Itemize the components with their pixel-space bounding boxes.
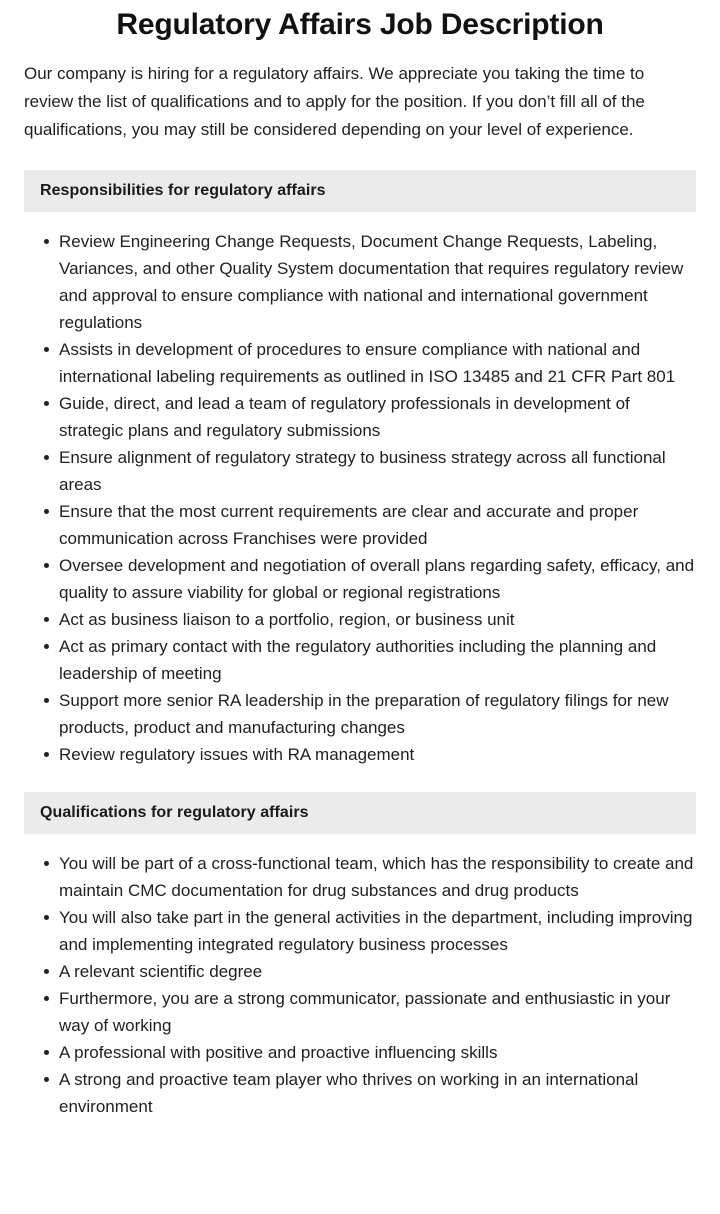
list-item: A strong and proactive team player who thrives on working in an international environment: [24, 1066, 696, 1120]
list-item: You will also take part in the general activities in the department, including improving and implementing integrated regulatory business processes: [24, 904, 696, 958]
page-title: Regulatory Affairs Job Description: [116, 8, 604, 41]
qualifications-section-header: [24, 792, 696, 834]
responsibilities-section-header: [24, 170, 696, 212]
list-item: You will be part of a cross-functional team, which has the responsibility to create and maintain CMC documentation for drug substances and drug products: [24, 850, 696, 904]
list-item: Review regulatory issues with RA management: [24, 741, 696, 768]
list-item: Ensure that the most current requirements are clear and accurate and proper communication across Franchises were provided: [24, 498, 696, 552]
list-item: Ensure alignment of regulatory strategy to business strategy across all functional areas: [24, 444, 696, 498]
intro-paragraph: Our company is hiring for a regulatory affairs. We appreciate you taking the time to review the list of qualifications and to apply for the position. If you don’t fill all of the qualifications, you may still be considered depending on your level of experience.: [24, 64, 645, 139]
responsibilities-section: [24, 170, 696, 768]
list-item: Assists in development of procedures to ensure compliance with national and international labeling requirements as outlined in ISO 13485 and 21 CFR Part 801: [24, 336, 696, 390]
list-item: Act as primary contact with the regulatory authorities including the planning and leadership of meeting: [24, 633, 696, 687]
qualifications-list: [24, 850, 696, 1120]
list-item: A relevant scientific degree: [24, 958, 696, 985]
list-item: Oversee development and negotiation of overall plans regarding safety, efficacy, and quality to assure viability for global or regional registrations: [24, 552, 696, 606]
list-item: Review Engineering Change Requests, Document Change Requests, Labeling, Variances, and other Quality System documentation that requires regulatory review and approval to ensure compliance with national and international government regulations: [24, 228, 696, 336]
qualifications-header-label: Qualifications for regulatory affairs: [40, 804, 309, 821]
list-item: Guide, direct, and lead a team of regulatory professionals in development of strategic plans and regulatory submissions: [24, 390, 696, 444]
responsibilities-header-label: Responsibilities for regulatory affairs: [40, 182, 326, 199]
qualifications-section: [24, 792, 696, 1120]
list-item: Act as business liaison to a portfolio, region, or business unit: [24, 606, 696, 633]
list-item: Furthermore, you are a strong communicator, passionate and enthusiastic in your way of working: [24, 985, 696, 1039]
list-item: Support more senior RA leadership in the preparation of regulatory filings for new products, product and manufacturing changes: [24, 687, 696, 741]
responsibilities-list: [24, 228, 696, 768]
list-item: A professional with positive and proactive influencing skills: [24, 1039, 696, 1066]
